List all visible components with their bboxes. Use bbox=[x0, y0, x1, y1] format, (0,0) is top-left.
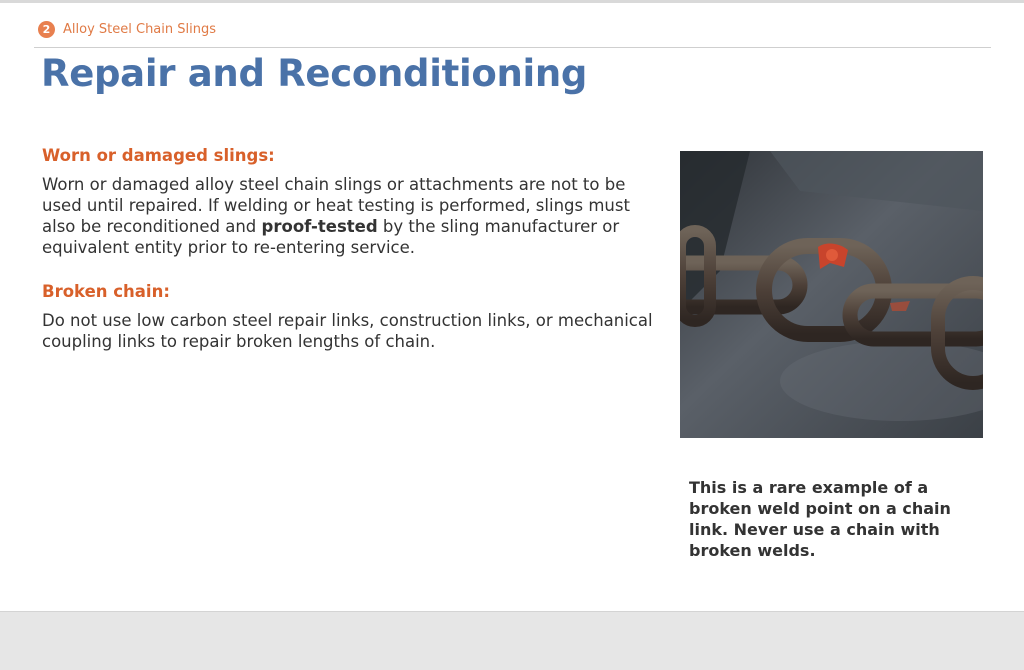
footer-bar bbox=[0, 611, 1024, 670]
broken-chain-text: Do not use low carbon steel repair links, construction links, or mechanical coupling links to repair broken lengths of chain. bbox=[42, 311, 653, 351]
broken-chain-heading: Broken chain: bbox=[42, 282, 170, 301]
photo-caption: This is a rare example of a broken weld point on a chain link. Never use a chain with broken welds. bbox=[689, 478, 951, 560]
top-rule bbox=[0, 0, 1024, 3]
section-number-badge: 2 bbox=[38, 21, 55, 38]
proof-tested-emphasis: proof-tested bbox=[261, 217, 378, 236]
content-area bbox=[42, 146, 667, 352]
worn-slings-text-part2: by the sling manufacturer or equivalent entity prior to re-entering service. bbox=[42, 217, 620, 257]
worn-slings-heading: Worn or damaged slings: bbox=[42, 146, 275, 165]
section-tag bbox=[38, 21, 216, 38]
chain-photo bbox=[680, 151, 983, 438]
page-title: Repair and Reconditioning bbox=[41, 52, 588, 95]
header-divider bbox=[34, 47, 991, 48]
section-label: Alloy Steel Chain Slings bbox=[63, 22, 216, 37]
worn-slings-block bbox=[42, 146, 667, 258]
broken-chain-block bbox=[42, 282, 667, 352]
worn-slings-text bbox=[42, 174, 667, 258]
worn-slings-text-part1: Worn or damaged alloy steel chain slings or attachments are not to be used until repaired. If welding or heat testing is performed, slings must also be reconditioned and bbox=[42, 175, 630, 236]
chain-links-image bbox=[680, 151, 983, 438]
